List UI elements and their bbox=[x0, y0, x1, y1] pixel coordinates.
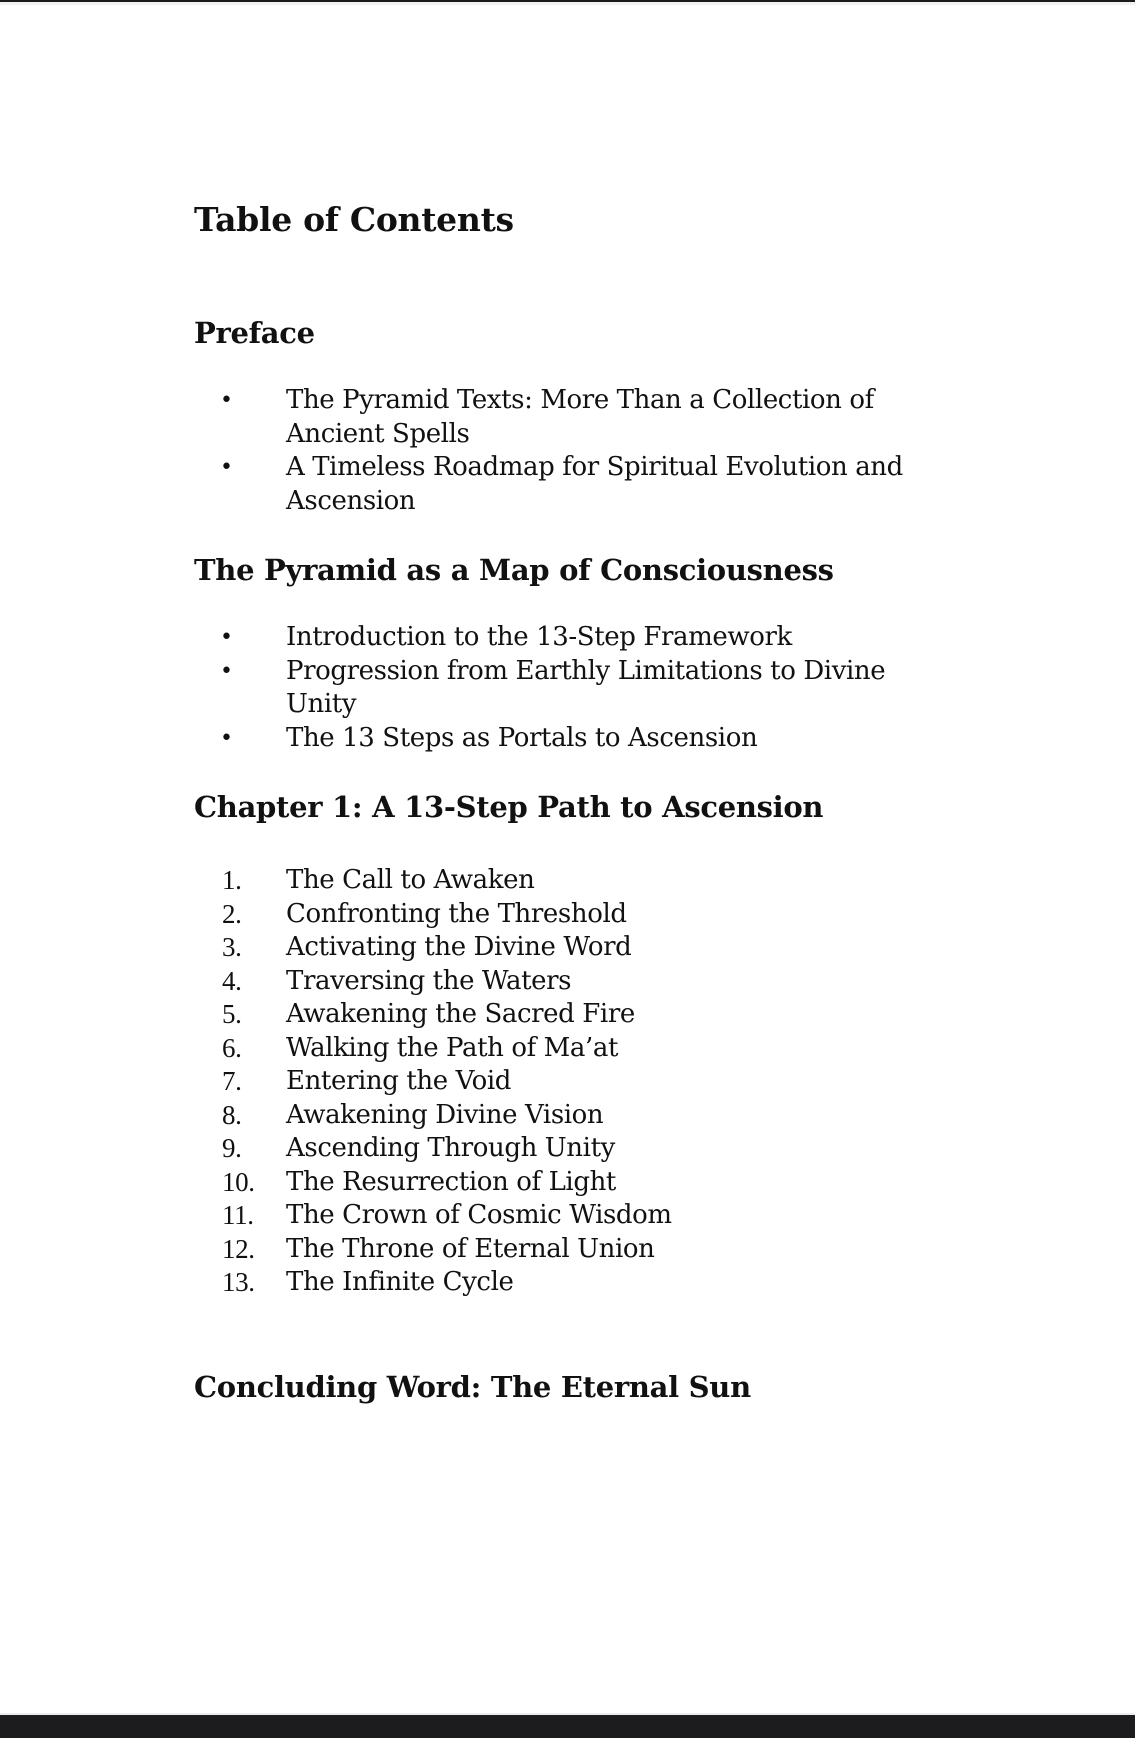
list-item bbox=[0, 898, 900, 932]
list-number: 6. bbox=[222, 1032, 242, 1063]
page-title: Table of Contents bbox=[194, 200, 514, 239]
list-item bbox=[0, 621, 900, 655]
list-item-text: The Resurrection of Light bbox=[286, 1166, 616, 1197]
list-number: 11. bbox=[222, 1200, 254, 1230]
section-heading-concluding-word: Concluding Word: The Eternal Sun bbox=[194, 1370, 751, 1404]
list-number: 9. bbox=[222, 1133, 242, 1163]
list-number: 7. bbox=[222, 1066, 242, 1096]
list-item-text: The Pyramid Texts: More Than a Collection of Ancient Spells bbox=[286, 385, 874, 449]
list-item bbox=[0, 864, 900, 898]
list-item bbox=[0, 451, 903, 518]
list-item bbox=[0, 1032, 900, 1066]
list-item bbox=[0, 998, 900, 1032]
list-item bbox=[0, 1099, 900, 1133]
bullet-icon: • bbox=[220, 625, 233, 650]
list-item-text: Traversing the Waters bbox=[286, 965, 572, 996]
section-heading-preface: Preface bbox=[194, 316, 315, 350]
list-item-text: Introduction to the 13-Step Framework bbox=[286, 622, 792, 652]
list-item-text: The Call to Awaken bbox=[286, 865, 535, 895]
list-number: 10. bbox=[222, 1166, 255, 1197]
section-heading-pyramid-map: The Pyramid as a Map of Consciousness bbox=[194, 553, 834, 587]
list-item bbox=[0, 965, 900, 999]
list-number: 3. bbox=[222, 932, 242, 962]
list-item bbox=[0, 655, 900, 722]
bullet-icon: • bbox=[220, 455, 233, 480]
list-number: 5. bbox=[222, 999, 242, 1029]
list-item-text: The Infinite Cycle bbox=[286, 1267, 514, 1297]
list-item bbox=[0, 931, 900, 965]
bullet-icon: • bbox=[220, 388, 233, 413]
list-item-text: The 13 Steps as Portals to Ascension bbox=[286, 722, 758, 753]
bullet-icon: • bbox=[220, 658, 233, 684]
list-item bbox=[0, 1065, 900, 1099]
list-item bbox=[0, 1132, 900, 1166]
list-item-text: Awakening Divine Vision bbox=[286, 1099, 604, 1130]
bottom-frame-bar bbox=[0, 1715, 1135, 1738]
list-item-text: Confronting the Threshold bbox=[286, 898, 627, 929]
list-item-text: Ascending Through Unity bbox=[286, 1133, 615, 1163]
list-number: 13. bbox=[222, 1267, 255, 1297]
section-heading-chapter-1: Chapter 1: A 13-Step Path to Ascension bbox=[194, 790, 824, 824]
list-item bbox=[0, 384, 900, 451]
list-item-text: Progression from Earthly Limitations to Divine Unity bbox=[286, 655, 886, 719]
list-item-text: The Throne of Eternal Union bbox=[286, 1233, 655, 1264]
bullet-icon: • bbox=[220, 725, 233, 751]
list-number: 4. bbox=[222, 965, 242, 996]
preface-list bbox=[0, 384, 903, 518]
list-number: 1. bbox=[222, 865, 242, 895]
list-item-text: Entering the Void bbox=[286, 1066, 512, 1096]
list-item bbox=[0, 1266, 900, 1300]
list-number: 12. bbox=[222, 1233, 255, 1264]
list-item-text: The Crown of Cosmic Wisdom bbox=[286, 1200, 672, 1230]
list-item-text: A Timeless Roadmap for Spiritual Evolution and Ascension bbox=[286, 452, 903, 516]
chapter-1-steps-list bbox=[0, 864, 900, 1300]
list-item bbox=[0, 722, 900, 756]
list-item bbox=[0, 1233, 900, 1267]
list-item-text: Walking the Path of Ma’at bbox=[286, 1032, 619, 1063]
list-item bbox=[0, 1199, 900, 1233]
pyramid-map-list bbox=[0, 621, 900, 755]
list-item-text: Activating the Divine Word bbox=[286, 932, 632, 962]
list-number: 8. bbox=[222, 1099, 242, 1130]
list-item bbox=[0, 1166, 900, 1200]
list-number: 2. bbox=[222, 898, 242, 929]
list-item-text: Awakening the Sacred Fire bbox=[286, 999, 635, 1029]
